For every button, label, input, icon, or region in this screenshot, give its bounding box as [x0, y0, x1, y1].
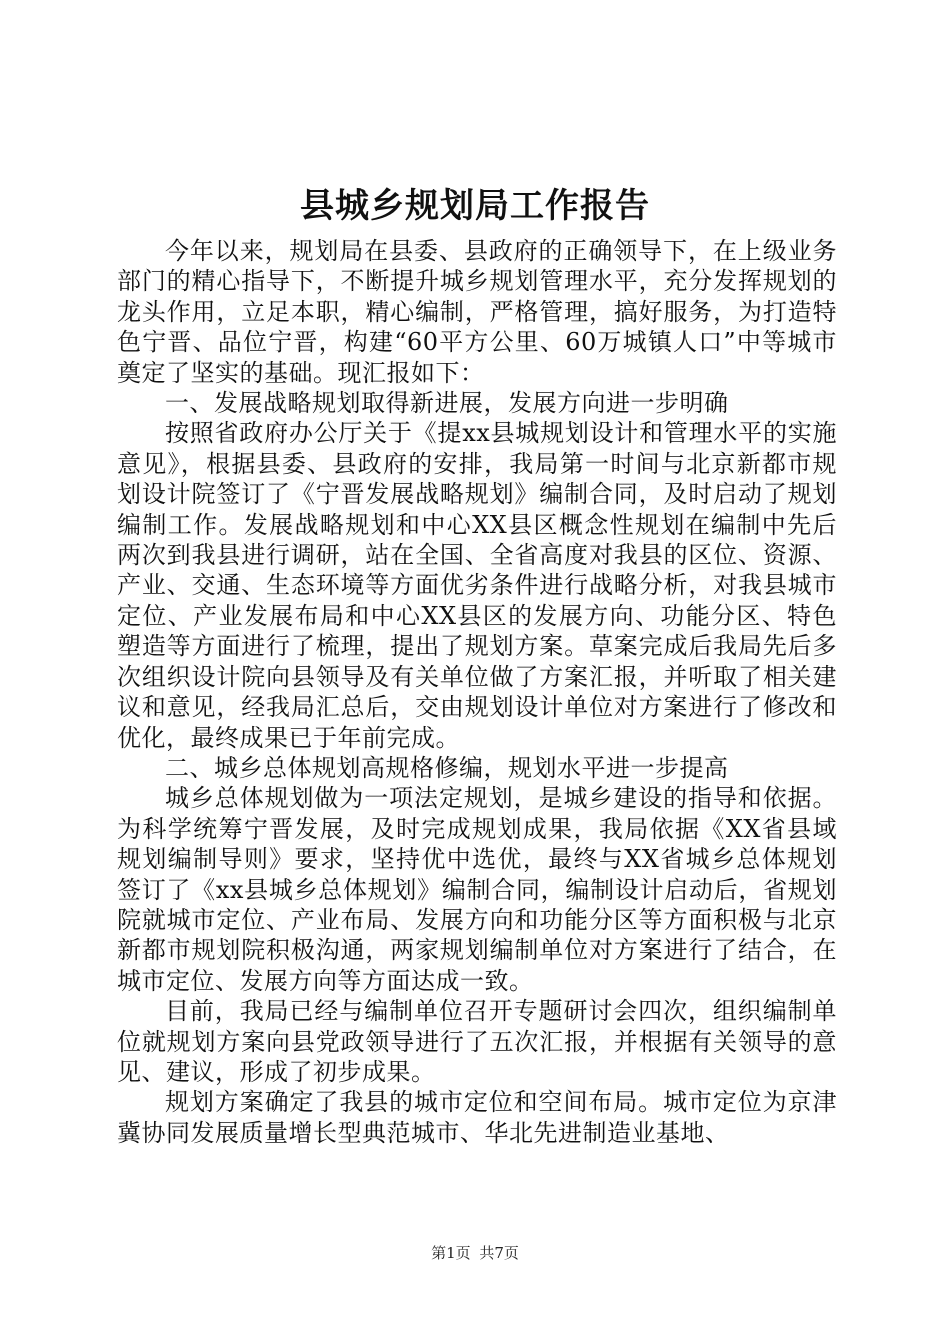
section-1-paragraph: 按照省政府办公厅关于《提xx县城规划设计和管理水平的实施意见》，根据县委、县政府的安排，我局第一时间与北京新都市规划设计院签订了《宁晋发展战略规划》编制合同，及时启动了规划编制工作。发展战略规划和中心XX县区概念性规划在编制中先后两次到我县进行调研，站在全国、全省高度对我县的区位、资源、产业、交通、生态环境等方面优劣条件进行战略分析，对我县城市定位、产业发展布局和中心XX县区的发展方向、功能分区、特色塑造等方面进行了梳理，提出了规划方案。草案完成后我局先后多次组织设计院向县领导及有关单位做了方案汇报，并听取了相关建议和意见，经我局汇总后，交由规划设计单位对方案进行了修改和优化，最终成果已于年前完成。 [117, 419, 837, 752]
page-number-total: 共7页 [479, 1244, 519, 1262]
section-2-paragraph-2: 目前，我局已经与编制单位召开专题研讨会四次，组织编制单位就规划方案向县党政领导进行了五次汇报，并根据有关领导的意见、建议，形成了初步成果。 [117, 997, 837, 1086]
section-heading-1: 一、发展战略规划取得新进展，发展方向进一步明确 [165, 389, 729, 418]
section-heading-2: 二、城乡总体规划高规格修编，规划水平进一步提高 [165, 753, 729, 782]
section-2-paragraph-1: 城乡总体规划做为一项法定规划，是城乡建设的指导和依据。为科学统筹宁晋发展，及时完成规划成果，我局依据《XX省县域规划编制导则》要求，坚持优中选优，最终与XX省城乡总体规划签订了《xx县城乡总体规划》编制合同，编制设计启动后，省规划院就城市定位、产业布局、发展方向和功能分区等方面积极与北京新都市规划院积极沟通，两家规划编制单位对方案进行了结合，在城市定位、发展方向等方面达成一致。 [117, 784, 837, 995]
section-2-paragraph-3: 规划方案确定了我县的城市定位和空间布局。城市定位为京津冀协同发展质量增长型典范城市、华北先进制造业基地、 [117, 1088, 837, 1147]
intro-paragraph: 今年以来，规划局在县委、县政府的正确领导下，在上级业务部门的精心指导下，不断提升城乡规划管理水平，充分发挥规划的龙头作用，立足本职，精心编制，严格管理，搞好服务，为打造特色宁晋、品位宁晋，构建“60平方公里、60万城镇人口”中等城市奠定了坚实的基础。现汇报如下： [117, 237, 837, 387]
document-title: 县城乡规划局工作报告 [300, 186, 650, 226]
document-body [117, 236, 837, 1148]
page-footer [0, 1243, 950, 1263]
page-number-current: 第1页 [431, 1244, 471, 1262]
